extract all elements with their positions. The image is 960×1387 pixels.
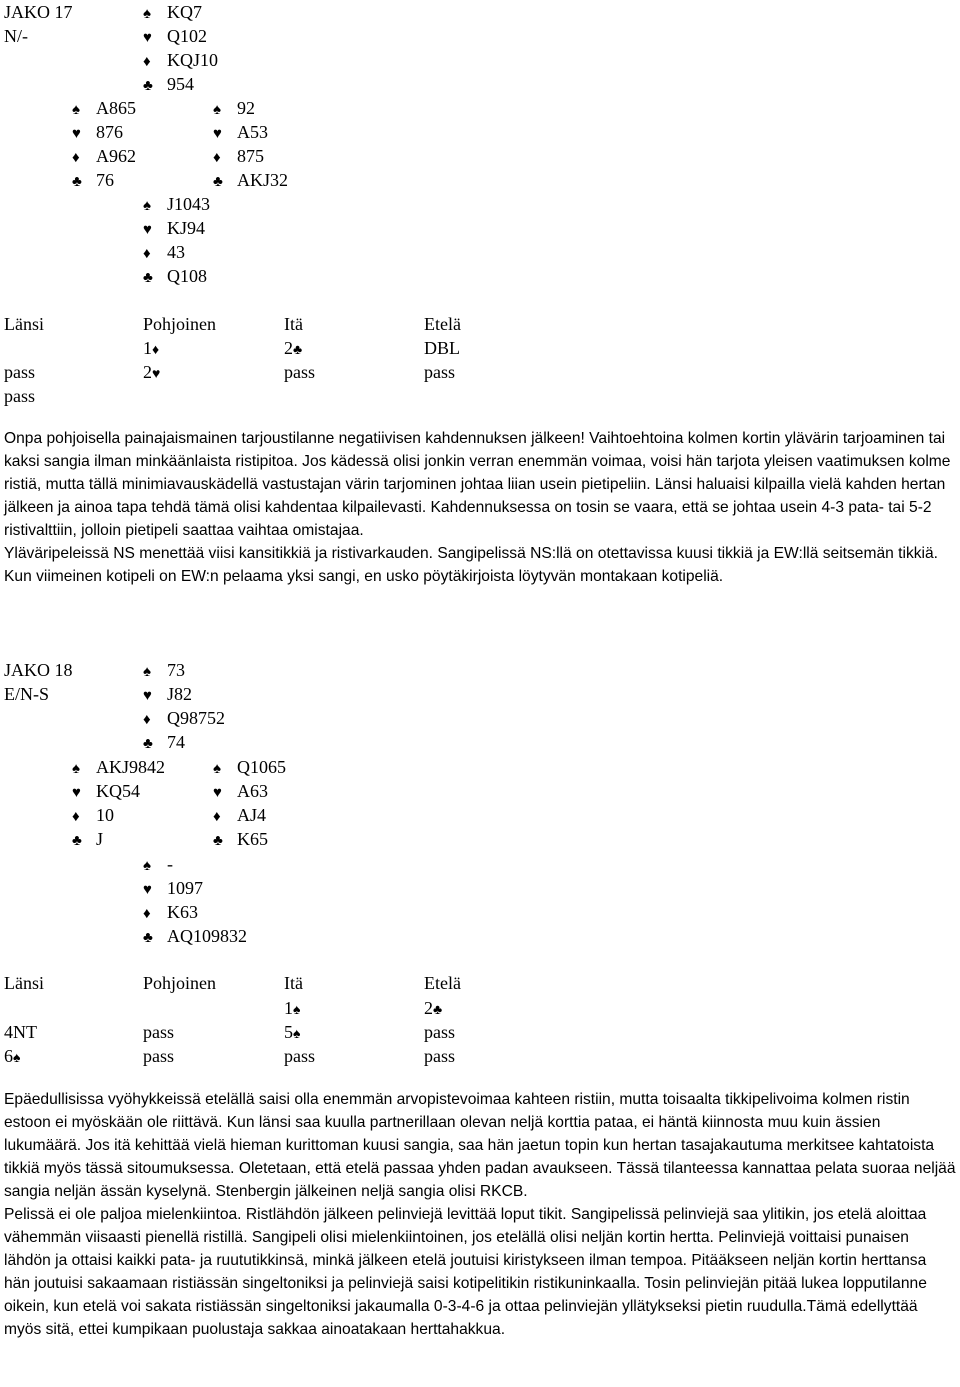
commentary-paragraph: Yläväripeleissä NS menettää viisi kansitikkiä ja ristivarkauden. Sangipelissä NS:llä on otettavissa kuusi tikkiä ja EW:llä seitsemän tikkiä. Kun viimeinen kotipeli on EW:n pelaama yksi sangi, en usko pöytäkirjoista löytyvän montakaan kotipeliä. [4, 545, 939, 585]
south-diamonds: ♦ K63 [143, 900, 198, 926]
bid-r3-south: pass [424, 1046, 455, 1066]
south-hearts: ♥ KJ94 [143, 216, 205, 242]
bid-r1-south: 2♣ [424, 998, 443, 1018]
club-icon: ♣ [143, 270, 153, 286]
club-icon: ♣ [143, 736, 153, 752]
east-clubs: ♣ K65 [213, 827, 268, 853]
bid-r2-west: 4NT [4, 1022, 37, 1042]
club-icon: ♣ [72, 833, 82, 849]
commentary-paragraph: Onpa pohjoisella painajaismainen tarjoustilanne negatiivisen kahdennuksen jälkeen! Vaihtoehtoina kolmen kortin ylävärin tarjoaminen tai kaksi sangia ilman minkäänlaista ristipitoa. Jos kädessä olisi jonkin verran enemmän voimaa, voisi hän tarjota yleisen vaatimuksen kolme ristiä, mutta tällä minimiavauskädellä vastustajan värin tarjominen johtaa liian usein pietipeliin. Länsi haluaisi kilpailla vielä kahden hertan jälkeen ja ainoa tapa tehdä tämä olisi kahdentaa kilpailevasti. Kahdennuksessa on tosin se vaara, että se johtaa usein 4-3 pata- tai 5-2 ristivalttiin, jolloin pietipeli saattaa vaihtaa omistajaa. [4, 430, 951, 539]
bid-r1-north: 1♦ [143, 338, 160, 358]
bid-r2-east: 5♠ [284, 1022, 301, 1042]
diamond-icon: ♦ [143, 712, 151, 728]
bid-r1-east: 2♣ [284, 338, 303, 358]
bid-header-east: Itä [284, 973, 303, 993]
spade-icon: ♠ [293, 1027, 301, 1042]
spade-icon: ♠ [143, 858, 151, 874]
bid-header-south: Etelä [424, 314, 461, 334]
south-diamonds: ♦ 43 [143, 240, 185, 266]
bid-header-north: Pohjoinen [143, 973, 217, 993]
west-diamonds: ♦ A962 [72, 144, 136, 170]
bid-header-north: Pohjoinen [143, 314, 217, 334]
bid-r1-east: 1♠ [284, 998, 301, 1018]
heart-icon: ♥ [72, 126, 81, 142]
north-diamonds: ♦ Q98752 [143, 706, 225, 732]
bid-header-east: Itä [284, 314, 303, 334]
heart-icon: ♥ [143, 882, 152, 898]
spade-icon: ♠ [72, 761, 80, 777]
bid-r2-north: 2♥ [143, 362, 161, 382]
east-spades: ♠ Q1065 [213, 755, 286, 781]
deal-17-commentary [4, 427, 956, 588]
east-hearts: ♥ A63 [213, 779, 268, 805]
deal-vulnerability: N/- [4, 26, 28, 46]
west-hearts: ♥ 876 [72, 120, 123, 146]
bid-header-west: Länsi [4, 973, 44, 993]
north-spades: ♠ KQ7 [143, 0, 202, 26]
heart-icon: ♥ [213, 785, 222, 801]
heart-icon: ♥ [213, 126, 222, 142]
diamond-icon: ♦ [72, 150, 80, 166]
south-clubs: ♣ AQ109832 [143, 924, 247, 950]
east-diamonds: ♦ AJ4 [213, 803, 266, 829]
bid-r2-south: pass [424, 362, 455, 382]
bid-r3-west: pass [4, 386, 35, 406]
bid-r2-east: pass [284, 362, 315, 382]
bid-r2-north: pass [143, 1022, 174, 1042]
bid-r2-south: pass [424, 1022, 455, 1042]
diamond-icon: ♦ [152, 343, 160, 358]
east-diamonds: ♦ 875 [213, 144, 264, 170]
diamond-icon: ♦ [213, 150, 221, 166]
heart-icon: ♥ [143, 688, 152, 704]
spade-icon: ♠ [213, 102, 221, 118]
deal-title: JAKO 18 [4, 660, 73, 680]
bid-r1-south: DBL [424, 338, 460, 358]
north-diamonds: ♦ KQJ10 [143, 48, 218, 74]
deal-18-commentary [4, 1088, 956, 1341]
commentary-paragraph: Epäedullisissa vyöhykkeissä etelällä saisi olla enemmän arvopistevoimaa kahteen ristiin, mutta toisaalta tikkipelivoima kolmen ristin estoon ei myöskään ole riittävä. Kun länsi saa kuulla partnerillaan olevan neljä korttia pataa, ei häntä kiinnosta muu kuin ässien lukumäärä. Jos itä kehittää vielä hieman kurittoman kuusi sangia, saa hän jaetun topin kun hertan tasajakautuma merkitsee kahtatoista tikkiä myös tässä sitoumuksessa. Oletetaan, että etelä passaa yhden padan avaukseen. Tässä tilanteessa kannattaa pelata suoraa neljää sangia neljän ässän kyselynä. Stenbergin jälkeinen neljä sangia olisi RKCB. [4, 1091, 956, 1200]
east-spades: ♠ 92 [213, 96, 255, 122]
heart-icon: ♥ [143, 222, 152, 238]
south-spades: ♠ - [143, 852, 173, 878]
north-clubs: ♣ 74 [143, 730, 185, 756]
spade-icon: ♠ [293, 1003, 301, 1018]
club-icon: ♣ [72, 174, 82, 190]
bid-header-south: Etelä [424, 973, 461, 993]
south-clubs: ♣ Q108 [143, 264, 207, 290]
bid-header-west: Länsi [4, 314, 44, 334]
commentary-paragraph: Pelissä ei ole paljoa mielenkiintoa. Ristlähdön jälkeen pelinviejä levittää loput tikit. Sangipelissä pelinviejä saa ylitikin, jos etelä aloittaa vähemmän viisaasti pienellä ristillä. Sangipeli olisi mielenkiintoinen, jos etelällä olisi neljän kortin hertta. Pelinviejä voittaisi punaisen lähdön ja ottaisi kaikki pata- ja ruututikkinsä, minkä jälkeen etelä joutuisi kiristykseen ilman tempoa. Pitääkseen neljän kortin herttansa hän joutuisi sakaamaan ristiässän singeltoniksi ja pelinviejä saisi kotipelitikin ristikuninkaalla. Tosin pelinviejän pitää lukea lopputilanne oikein, kun etelä voi sakata ristiässän singeltoniksi jakaumalla 0-3-4-6 ja ottaa pelinviejän yllätykseksi pietin ruudulla.Tämä edellyttää myös sitä, ettei kumpikaan puolustaja sakkaa ainoatakaan herttahakkua. [4, 1206, 927, 1338]
east-clubs: ♣ AKJ32 [213, 168, 288, 194]
club-icon: ♣ [213, 833, 223, 849]
spade-icon: ♠ [143, 198, 151, 214]
deal-title: JAKO 17 [4, 2, 73, 22]
club-icon: ♣ [143, 78, 153, 94]
south-hearts: ♥ 1097 [143, 876, 203, 902]
club-icon: ♣ [213, 174, 223, 190]
west-clubs: ♣ 76 [72, 168, 114, 194]
north-spades: ♠ 73 [143, 658, 185, 684]
spade-icon: ♠ [213, 761, 221, 777]
club-icon: ♣ [433, 1003, 443, 1018]
spade-icon: ♠ [143, 664, 151, 680]
spade-icon: ♠ [13, 1051, 21, 1066]
bid-r3-west: 6♠ [4, 1046, 21, 1066]
west-spades: ♠ AKJ9842 [72, 755, 165, 781]
bid-r3-east: pass [284, 1046, 315, 1066]
diamond-icon: ♦ [213, 809, 221, 825]
diamond-icon: ♦ [143, 906, 151, 922]
club-icon: ♣ [293, 343, 303, 358]
diamond-icon: ♦ [143, 54, 151, 70]
north-hearts: ♥ J82 [143, 682, 192, 708]
heart-icon: ♥ [72, 785, 81, 801]
diamond-icon: ♦ [143, 246, 151, 262]
bid-r3-north: pass [143, 1046, 174, 1066]
west-hearts: ♥ KQ54 [72, 779, 140, 805]
deal-vulnerability: E/N-S [4, 684, 49, 704]
heart-icon: ♥ [152, 367, 161, 382]
heart-icon: ♥ [143, 30, 152, 46]
south-spades: ♠ J1043 [143, 192, 210, 218]
spade-icon: ♠ [72, 102, 80, 118]
east-hearts: ♥ A53 [213, 120, 268, 146]
diamond-icon: ♦ [72, 809, 80, 825]
west-spades: ♠ A865 [72, 96, 136, 122]
spade-icon: ♠ [143, 6, 151, 22]
bid-r2-west: pass [4, 362, 35, 382]
club-icon: ♣ [143, 930, 153, 946]
west-clubs: ♣ J [72, 827, 103, 853]
west-diamonds: ♦ 10 [72, 803, 114, 829]
north-hearts: ♥ Q102 [143, 24, 207, 50]
north-clubs: ♣ 954 [143, 72, 194, 98]
